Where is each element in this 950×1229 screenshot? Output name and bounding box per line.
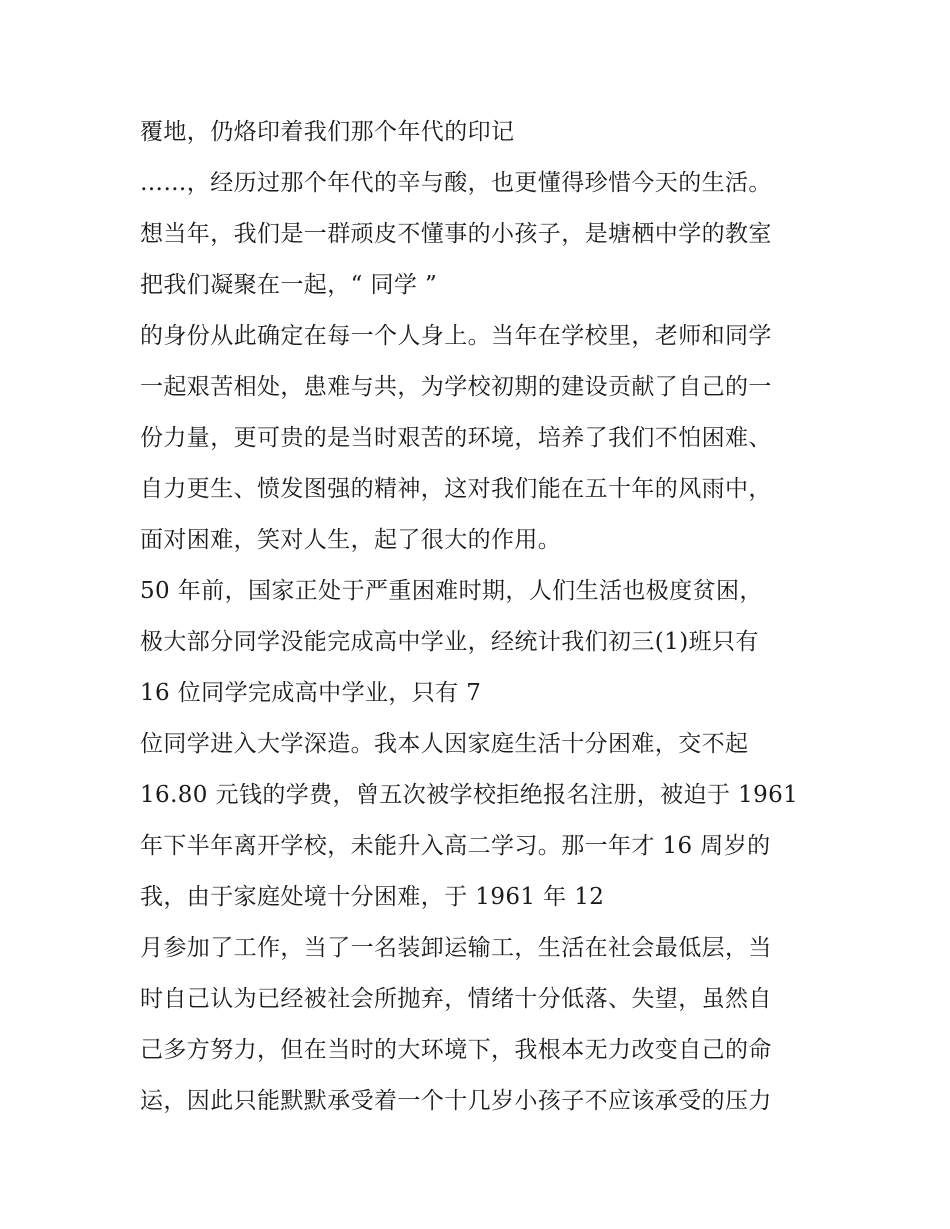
text-line: 的身份从此确定在每一个人身上。当年在学校里，老师和同学 [140,323,772,349]
body-text [140,107,830,1127]
text-line: 份力量，更可贵的是当时艰苦的环境，培养了我们不怕困难、 [140,425,772,451]
text-line: 面对困难，笑对人生，起了很大的作用。 [140,527,562,553]
text-line: 位同学进入大学深造。我本人因家庭生活十分困难，交不起 [140,731,749,757]
text-line: 把我们凝聚在一起，“ 同学 ” [140,272,438,298]
text-line: 月参加了工作，当了一名装卸运输工，生活在社会最低层，当 [140,935,772,961]
text-line: 想当年，我们是一群顽皮不懂事的小孩子，是塘栖中学的教室 [140,221,772,247]
text-line: 年下半年离开学校，未能升入高二学习。那一年才 16 周岁的 [140,833,771,859]
text-line: 极大部分同学没能完成高中学业，经统计我们初三(1)班只有 [140,629,759,655]
text-line: 16 位同学完成高中学业，只有 7 [140,680,482,706]
text-line: 16.80 元钱的学费，曾五次被学校拒绝报名注册，被迫于 1961 [140,782,799,808]
text-line: 一起艰苦相处，患难与共，为学校初期的建设贡献了自己的一 [140,374,772,400]
text-line: 运，因此只能默默承受着一个十几岁小孩子不应该承受的压力 [140,1088,772,1114]
text-line: ……，经历过那个年代的辛与酸，也更懂得珍惜今天的生活。 [140,170,772,196]
text-line: 时自己认为已经被社会所抛弃，情绪十分低落、失望，虽然自 [140,986,772,1012]
text-line: 自力更生、愤发图强的精神，这对我们能在五十年的风雨中， [140,476,772,502]
text-line: 己多方努力，但在当时的大环境下，我根本无力改变自己的命 [140,1037,772,1063]
text-line: 覆地，仍烙印着我们那个年代的印记 [140,119,515,145]
text-line: 50 年前，国家正处于严重困难时期，人们生活也极度贫困， [140,578,763,604]
text-line: 我，由于家庭处境十分困难，于 1961 年 12 [140,884,605,910]
